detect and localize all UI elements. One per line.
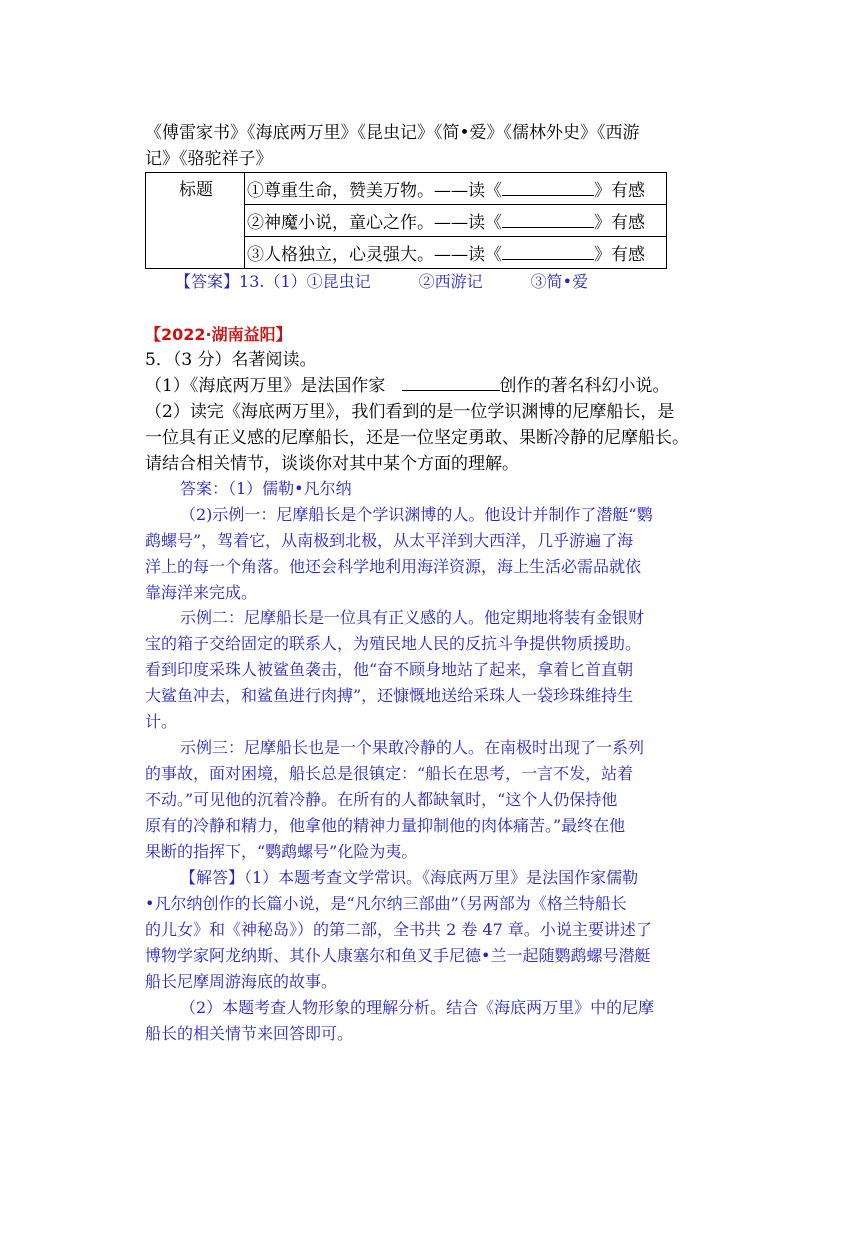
analysis-line: 船长尼摩周游海底的故事。 bbox=[145, 972, 338, 991]
q1-before: （1）《海底两万里》是法国作家 bbox=[145, 376, 386, 396]
table-header-cell: 标题 bbox=[146, 173, 245, 269]
analysis-line: 博物学家阿龙纳斯、其仆人康塞尔和鱼叉手尼德•兰一起随鹦鹉螺号潜艇 bbox=[145, 946, 651, 965]
title-table bbox=[145, 172, 667, 269]
answer-line-1: 答案：（1）儒勒•凡尔纳 bbox=[180, 479, 352, 498]
example-3-line: 果断的指挥下，“鹦鹉螺号”化险为夷。 bbox=[145, 842, 418, 861]
example-1-line: 靠海洋来完成。 bbox=[145, 583, 258, 602]
analysis-line: 【解答】（1）本题考查文学常识。《海底两万里》是法国作家儒勒 bbox=[180, 868, 639, 887]
answer-blank bbox=[502, 243, 594, 260]
analysis-line: 船长的相关情节来回答即可。 bbox=[145, 1024, 354, 1043]
answer-blank bbox=[402, 374, 500, 391]
example-3-line: 的事故，面对困境，船长总是很镇定：“船长在思考，一言不发，站着 bbox=[145, 764, 634, 783]
example-2-line: 示例二：尼摩船长是一位具有正义感的人。他定期地将装有金银财 bbox=[180, 608, 645, 627]
example-3-line: 原有的冷静和精力，他拿他的精神力量抑制他的肉体痛苦。”最终在他 bbox=[145, 816, 626, 835]
example-2-line: 计。 bbox=[145, 712, 178, 731]
example-1-line: 洋上的每一个角落。他还会科学地利用海洋资源，海上生活必需品就依 bbox=[145, 557, 642, 576]
answer-tag: 【答案】 bbox=[175, 272, 240, 291]
row-suffix: 》有感 bbox=[594, 213, 645, 233]
question-stem: 5．（3 分）名著阅读。 bbox=[145, 350, 317, 370]
example-2-line: 大鲨鱼冲去，和鲨鱼进行肉搏”，还慷慨地送给采珠人一袋珍珠维持生 bbox=[145, 686, 634, 705]
question-part-2-line: （2）读完《海底两万里》，我们看到的是一位学识渊博的尼摩船长，是 bbox=[145, 402, 675, 422]
analysis-line: （2）本题考查人物形象的理解分析。结合《海底两万里》中的尼摩 bbox=[180, 998, 655, 1017]
question-part-1 bbox=[145, 373, 670, 400]
intro-line-1: 《傅雷家书》《海底两万里》《昆虫记》《简•爱》《儒林外史》《西游 bbox=[145, 123, 640, 143]
example-2-line: 看到印度采珠人被鲨鱼袭击，他“奋不顾身地站了起来，拿着匕首直朝 bbox=[145, 660, 634, 679]
question-part-2-line: 请结合相关情节，谈谈你对其中某个方面的理解。 bbox=[145, 454, 519, 474]
example-1-line: 鹉螺号”，驾着它，从南极到北极，从太平洋到大西洋，几乎游遍了海 bbox=[145, 531, 634, 550]
analysis-line: •凡尔纳创作的长篇小说，是“凡尔纳三部曲”（另两部为《格兰特船长 bbox=[145, 894, 627, 913]
table-cell bbox=[245, 237, 667, 269]
row-prefix: ③人格独立，心灵强大。——读《 bbox=[247, 245, 502, 265]
example-3-line: 示例三：尼摩船长也是一个果敢冷静的人。在南极时出现了一系列 bbox=[180, 738, 645, 757]
analysis-line: 的儿女》和《神秘岛》）的第二部，全书共 2 卷 47 章。小说主要讲述了 bbox=[145, 920, 652, 939]
row-suffix: 》有感 bbox=[594, 181, 645, 201]
example-3-line: 不动。”可见他的沉着冷静。在所有的人都缺氧时，“这个人仍保持他 bbox=[145, 790, 618, 809]
answer-line bbox=[175, 269, 588, 295]
answer-blank bbox=[502, 179, 594, 196]
answer-text: 13.（1）①昆虫记 ②西游记 ③简•爱 bbox=[239, 272, 589, 291]
section-heading: 【2022·湖南益阳】 bbox=[145, 325, 292, 344]
question-part-2-line: 一位具有正义感的尼摩船长，还是一位坚定勇敢、果断冷静的尼摩船长。 bbox=[145, 428, 689, 448]
q1-after: 创作的著名科幻小说。 bbox=[499, 376, 670, 396]
row-suffix: 》有感 bbox=[594, 245, 645, 265]
table-cell bbox=[245, 173, 667, 205]
table-row bbox=[146, 173, 667, 205]
row-prefix: ②神魔小说，童心之作。——读《 bbox=[247, 213, 502, 233]
table-cell bbox=[245, 205, 667, 237]
example-1-line: （2)示例一：尼摩船长是个学识渊博的人。他设计并制作了潜艇“鹦 bbox=[180, 505, 653, 524]
row-prefix: ①尊重生命，赞美万物。——读《 bbox=[247, 181, 502, 201]
intro-line-2: 记》《骆驼祥子》 bbox=[145, 149, 273, 169]
example-2-line: 宝的箱子交给固定的联系人，为殖民地人民的反抗斗争提供物质援助。 bbox=[145, 634, 642, 653]
answer-blank bbox=[502, 211, 594, 228]
